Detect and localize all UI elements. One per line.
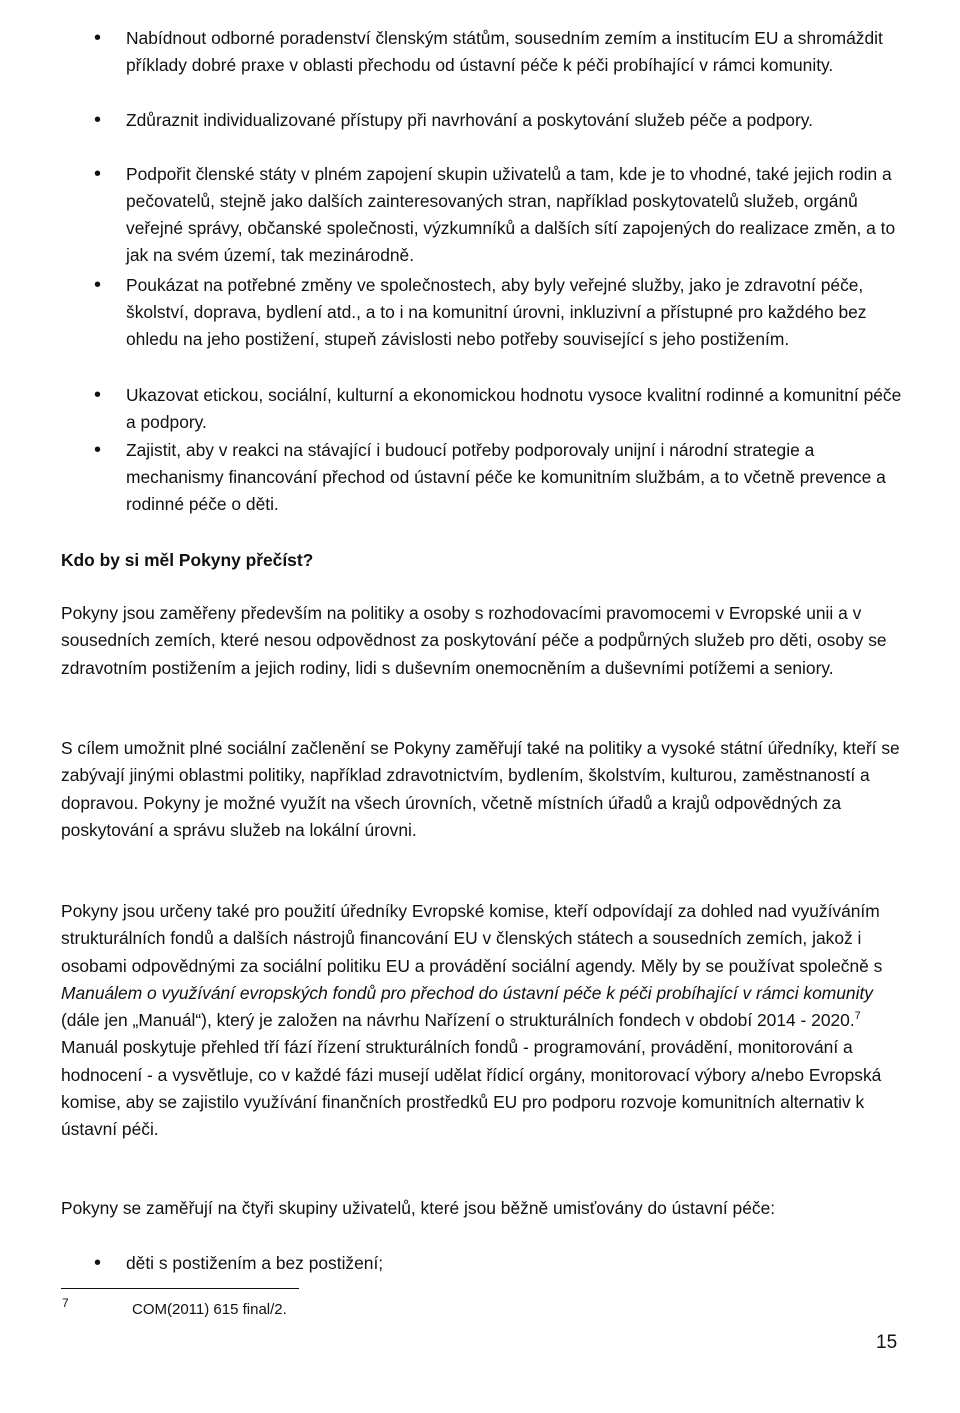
list-item [94,437,906,518]
bullet-icon: • [94,163,102,185]
page-number: 15 [876,1332,898,1353]
paragraph-user-groups: Pokyny se zaměřují na čtyři skupiny uživatelů, které jsou běžně umisťovány do ústavní péče: [61,1198,776,1218]
bullet-icon: • [94,274,102,296]
bullet-icon: • [94,384,102,406]
section-heading: Kdo by si měl Pokyny přečíst? [61,550,314,570]
paragraph-target-audience: Pokyny jsou zaměřeny především na politiky a osoby s rozhodovacími pravomocemi v Evropské unii a v sousedních zemích, které nesou odpovědnost za poskytování péče a podpůrných služeb pro děti, osoby se zdravotním postižením a jejich rodiny, lidi s duševním onemocněním a duševními potížemi a seniory. [61,603,887,678]
list-item [94,25,906,79]
bullet-icon: • [94,109,102,131]
footnote-number: 7 [62,1296,69,1310]
list-item-text: Zdůraznit individualizované přístupy při navrhování a poskytování služeb péče a podpory. [126,110,814,130]
bullet-icon: • [94,27,102,49]
footnote-divider [61,1288,299,1289]
paragraph-inclusion: S cílem umožnit plné sociální začlenění se Pokyny zaměřují také na politiky a vysoké státní úředníky, kteří se zabývají jinými oblastmi politiky, například zdravotnictvím, bydlením, školstvím, kulturou, zaměstnaností a dopravou. Pokyny je možné využít na všech úrovních, včetně místních úřadů a krajů odpovědných za poskytování a správu služeb na lokální úrovni. [61,738,900,840]
footnote-reference[interactable]: 7 [854,1010,861,1023]
list-item [94,1250,906,1277]
list-item [94,107,906,134]
manual-title: Manuálem o využívání evropských fondů pro přechod do ústavní péče k péči probíhající v rámci komunity [61,982,873,1003]
list-item-text: Poukázat na potřebné změny ve společnostech, aby byly veřejné služby, jako je zdravotní péče, školství, doprava, bydlení atd., a to i na komunitní úrovni, inkluzivní a přístupné pro každého bez ohledu na jeho postižení, stupeň závislosti nebo potřeby související s jeho postižením. [126,275,867,349]
list-item-text: Podpořit členské státy v plném zapojení skupin uživatelů a tam, kde je to vhodné, také jejich rodin a pečovatelů, stejně jako dalších zainteresovaných stran, například poskytovatelů služeb, orgánů veřejné správy, občanské společnosti, výzkumníků a dalších sítí zapojených do realizace změn, a to jak na svém území, tak mezinárodně. [126,164,896,265]
list-item-text: Zajistit, aby v reakci na stávající i budoucí potřeby podporovaly unijní i národní strategie a mechanismy financování přechod od ústavní péče ke komunitním službám, a to včetně prevence a rodinné péče o děti. [126,440,886,514]
paragraph-commission: Pokyny jsou určeny také pro použití úředníky Evropské komise, kteří odpovídají za dohled nad využíváním strukturálních fondů a dalších nástrojů financování EU v členských státech a sousedních zemích, jakož i osobami odpovědnými za sociální politiku EU a provádění sociální agendy. Měly by se používat společně s Manuálem o využívání evropských fondů pro přechod do ústavní péče k péči probíhající v rámci komunity (dále jen „Manuál“), který je založen na návrhu Nařízení o strukturálních fondech v období 2014 - 2020.$^7$ Manuál poskytuje přehled tří fází řízení strukturálních fondů - programování, provádění, monitorování a hodnocení - a vysvětluje, co v každé fázi musejí udělat řídicí orgány, monitorovací výbory a/nebo Evropská komise, aby se zajistilo využívání finančních prostředků EU pro podporu rozvoje komunitních alternativ k ústavní péči. [61,901,883,1140]
bullet-icon: • [94,439,102,461]
list-item-text: děti s postižením a bez postižení; [126,1253,384,1273]
bullet-icon: • [94,1252,102,1274]
footnote-text: COM(2011) 615 final/2. [132,1301,287,1318]
list-item [94,272,906,353]
list-item [94,161,906,269]
list-item-text: Ukazovat etickou, sociální, kulturní a ekonomickou hodnotu vysoce kvalitní rodinné a komunitní péče a podpory. [126,385,902,432]
list-item-text: Nabídnout odborné poradenství členským státům, sousedním zemím a institucím EU a shromáždit příklady dobré praxe v oblasti přechodu od ústavní péče k péči probíhající v rámci komunity. [126,28,883,75]
list-item [94,382,906,436]
